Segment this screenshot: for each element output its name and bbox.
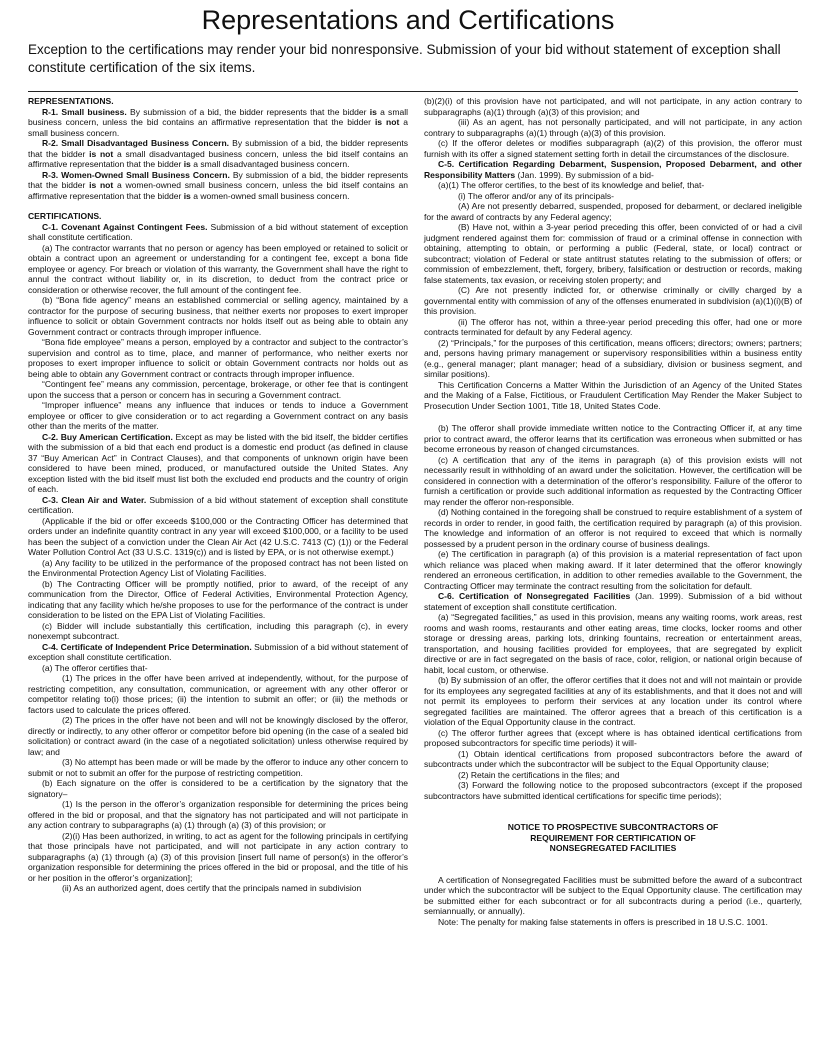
c5-b: (b) The offeror shall provide immediate written notice to the Contracting Officer if, at any time prior to contract award, the offeror learns that its certification was erroneous when submitted or has become erroneous by reason of changed circumstances. [424,423,802,454]
c6-intro: (Jan. 1999). Submission of a bid without statement of exception shall constitute certification. [424,591,803,612]
spacer [424,854,802,875]
r1-text: By submission of a bid, the bidder represents that the bidder [126,106,370,117]
c5-c: (c) A certification that any of the items in paragraph (a) of this provision exists will not necessarily result in withholding of an award under the solicitation. However, the certification will be considered in connection with a determination of the offeror’s responsibility. Failure of the offeror to furnish a certification or provide such additional information as requested by the Contracting Officer may render the offeror non-responsible. [424,454,802,507]
c2-text: Except as may be listed with the bid itself, the bidder certifies with the submission of a bid that each end product is a domestic end product (as defined in clause 37 “Buy American Act” in Contract Clauses), and that components of unknown origin have been considered to have been mined, produced, or manufactured outside the United States. Any exception listed with the bid itself must list both the excluded end products and the country of origin of each. [28,431,408,494]
r2-text-3: a small disadvantaged business concern. [190,159,350,169]
c5-B: (B) Have not, within a 3-year period preceding this offer, been convicted of or had a civil judgment rendered against them for: commission of fraud or a criminal offense in connection with obtaining, attempting to obtain, or performing a public (Federal, state, or local) contract or subcontract; violation of Federal or state antitrust statutes relating to the submission of offers; or commission of embezzlement, theft, forgery, bribery, falsification or destruction or records, making false statements, tax evasion, or receiving stolen property; and [424,222,802,285]
c4-continuation: (b)(2)(i) of this provision have not participated, and will not participate, in any action contrary to subparagraphs (a)(1) through (a)(3) of this provision; and [424,96,802,117]
c1-label: C-1. Covenant Against Contingent Fees. [42,221,208,232]
c3-applicable: (Applicable if the bid or offer exceeds $100,000 or the Contracting Officer has determined that orders under an indefinite quantity contract in any year will exceed $100,000, or a facility to be used has been the subject of a conviction under the Clean Air Act (42 U.S.C. 7413 (C) (1)) or the Federal Water Pollution Control Act (33 U.S.C. 1319(c)) and is listed by EPA, or is not otherwise exempt.) [28,515,408,557]
c3-intro: Submission of a bid without statement of exception shall constitute certification. [28,494,408,515]
c1-bona-fide-employee: “Bona fide employee” means a person, employed by a contractor and subject to the contractor’s supervision and control as to time, place, and manner of performance, who neither exerts nor proposes to exert improper influence to solicit or obtain Government contracts nor holds out as being able to obtain any Government contract or contracts through improper influence. [28,337,408,379]
certifications-heading: CERTIFICATIONS. [28,211,102,221]
r3-text-2: a women-owned small business concern, unless the bid itself contains an affirmative representation that the bidder [28,180,408,201]
header-divider [28,91,798,92]
r2-text-2: a small disadvantaged business concern, unless the bid itself contains an affirmative representation that the bidder [28,148,408,169]
c3-label: C-3. Clean Air and Water. [42,494,147,505]
c4-b1: (1) Is the person in the offeror’s organization responsible for determining the prices being offered in the bid or proposal, and that the signatory has not participated and will not participate in any action contrary to subparagraphs (a) (1) through (a) (3) of this provision; or [28,799,408,830]
c4-paragraph [28,642,408,663]
c1-b: (b) “Bona fide agency” means an established commercial or selling agency, maintained by a contractor for the purpose of securing business, that neither exerts nor proposes to exert improper influence to solicit or obtain Government contracts nor holds itself out as being able to obtain any Government contract or contracts through improper influence. [28,295,408,337]
c5-e: (e) The certification in paragraph (a) of this provision is a material representation of fact upon which reliance was placed when making award. If it later determined that the offeror knowingly rendered an erroneous certification, in addition to other remedies available to the Government, the Contracting Officer may terminate the contract resulting from the solicitation for default. [424,549,802,591]
c1-contingent-fee: “Contingent fee” means any commission, percentage, brokerage, or other fee that is contingent upon the success that a person or concern has in securing a Government contract. [28,379,408,400]
c5-date: (Jan. 1999). By submission of a bid- [515,169,654,180]
c6-label: C-6. Certification of Nonsegregated Facilities [438,591,631,601]
r3-paragraph [28,170,408,202]
c6-b: (b) By submission of an offer, the offeror certifies that it does not and will not maintain or provide for its employees any segregated facilities at any of its establishments, and that it does not and will not permit its employees to perform their services at any location under its control where segregated facilities are maintained. The offeror agrees that a breach of this certification is a violation of the Equal Opportunity clause in the contract. [424,675,802,727]
spacer [424,411,802,423]
c3-b: (b) The Contracting Officer will be promptly notified, prior to award, of the receipt of any communication from the Director, Office of Federal Activities, Environmental Protection Agency, indicating that any facility which he/she proposes to use for the performance of the contract is under consideration to be listed on the EPA List of Violating Facilities. [28,578,408,620]
c5-warning: This Certification Concerns a Matter Within the Jurisdiction of an Agency of the United States and the Making of a False, Fictitious, or Fraudulent Certification May Render the Maker Subject to Prosecution Under Section 1001, Title 18, United States Code. [424,379,802,411]
c4-a3: (3) No attempt has been made or will be made by the offeror to induce any other concern to submit or not to submit an offer for the purpose of restricting competition. [28,757,408,778]
c6-c3: (3) Forward the following notice to the proposed subcontractors (except if the proposed subcontractors have submitted identical certifications for specific time periods); [424,780,802,801]
left-column [28,96,408,894]
c4-b2iii: (iii) As an agent, has not personally participated, and will not participate, in any action contrary to subparagraphs (a)(1) through (a)(3) of this provision. [424,117,802,138]
r1-isnot: is not [374,117,400,127]
c6-c1: (1) Obtain identical certifications from proposed subcontractors before the award of subcontracts under which the subcontractor will be subject to the Equal Opportunity clause; [424,748,802,769]
r2-paragraph [28,138,408,170]
r2-is: is [183,159,191,169]
c5-d: (d) Nothing contained in the foregoing shall be construed to require establishment of a system of records in order to render, in good faith, the certification required by paragraph (a) of this provision. The knowledge and information of an offeror is not required to exceed that which is normally possessed by a prudent person in the ordinary course of business dealings. [424,507,802,549]
r1-label: R-1. Small business. [42,106,127,117]
c1-improper-influence: “Improper influence” means any influence that induces or tends to induce a Government employee or officer to give consideration or to act regarding a Government contract on any basis other than the merits of the matter. [28,400,408,431]
c4-a2: (2) The prices in the offer have not been and will not be knowingly disclosed by the offeror, directly or indirectly, to any other offeror or competitor before bid opening (in the case of a sealed bid solicitation) or contract award (in the case of a negotiated solicitation) unless otherwise required by law; and [28,715,408,757]
c5-label: C-5. Certification Regarding Debarment, Suspension, Proposed Debarment, and other Responsibility Matters [424,159,802,180]
right-column [424,96,802,927]
c5-ii: (ii) The offeror has not, within a three-year period preceding this offer, had one or more contracts terminated for default by any Federal agency. [424,316,802,337]
r3-label: R-3. Women-Owned Small Business Concern. [42,169,230,180]
c5-C: (C) Are not presently indicted for, or otherwise criminally or civilly charged by a governmental entity with commission of any of the offenses enumerated in subdivision (a)(1)(i)(B) of this provision. [424,285,802,316]
page-title: Representations and Certifications [201,5,615,35]
r1-text-3: a small business concern. [28,117,408,138]
r1-is: is [369,106,377,117]
c5-a1: (a)(1) The offeror certifies, to the best of its knowledge and belief, that- [438,180,705,190]
r1-paragraph [28,107,408,139]
c5-paragraph [424,159,802,180]
c3-paragraph [28,495,408,516]
c5-a2: (2) “Principals,” for the purposes of this certification, means officers; directors; owners; partners; and, persons having primary management or supervisory responsibilities within a business entity (e.g., general manager; plant manager; head of a subsidiary, division or business segment, and similar positions). [424,337,802,379]
page-subtitle: Exception to the certifications may render your bid nonresponsive. Submission of your bid without statement of exception shall constitute certification of the six items. [28,42,781,75]
r2-text: By submission of a bid, the bidder represents that the bidder [28,138,408,159]
r2-isnot: is not [89,148,114,159]
c4-a: (a) The offeror certifies that- [42,662,148,673]
c5-A: (A) Are not presently debarred, suspended, proposed for debarment, or declared ineligible for the award of contracts by any Federal agency; [424,201,802,222]
c4-label: C-4. Certificate of Independent Price Determination. [42,641,252,652]
c4-b2: (2)(i) Has been authorized, in writing, to act as agent for the following principals in certifying that those principals have not participated, and will not participate in any action contrary to subparagraphs (a) (1) through (a) (3) of this provision [insert full name of person(s) in the offeror’s organization responsible for determining the prices offered in the bid or proposal, and the title of his or her position in the offeror’s organization]; [28,830,408,883]
representations-heading: REPRESENTATIONS. [28,96,114,106]
c1-a: (a) The contractor warrants that no person or agency has been employed or retained to solicit or obtain a contract upon an agreement or understanding for a contingent fee, except a bona fide employee or agency. For breach or violation of this warranty, the Government shall have the right to annul the contract without liability or, in its discretion, to deduct from the contract price or consideration or otherwise recover, the full amount of the contingent fee. [28,242,408,295]
c2-label: C-2. Buy American Certification. [42,431,173,442]
spacer [28,201,408,211]
c3-a: (a) Any facility to be utilized in the performance of the proposed contract has not been listed on the Environmental Protection Agency List of Violating Facilities. [28,557,408,578]
c6-a: (a) “Segregated facilities,” as used in this provision, means any waiting rooms, work areas, rest rooms and wash rooms, restaurants and other eating areas, time clocks, locker rooms and other storage or dressing areas, parking lots, drinking fountains, recreation or entertainment areas, transportation, and housing facilities provided for employees, that are segregated by explicit directive or are in fact segregated on the basis of race, color, religion, or national origin because of habit, local custom, or otherwise. [424,612,802,675]
notice-body: A certification of Nonsegregated Facilities must be submitted before the award of a subcontract under which the subcontractor will be subject to the Equal Opportunity clause. The certification may be submitted either for each subcontract or for all subcontracts during a period (i.e., quarterly, semiannually, or annually). [424,874,802,916]
c3-c: (c) Bidder will include substantially this certification, including this paragraph (c), in every nonexempt subcontract. [28,620,408,641]
notice-heading-line-1: NOTICE TO PROSPECTIVE SUBCONTRACTORS OF [507,822,719,832]
penalty-note: Note: The penalty for making false statements in offers is prescribed in 18 U.S.C. 1001. [438,916,768,927]
spacer [424,801,802,822]
c5-i: (i) The offeror and/or any of its principals- [458,190,614,201]
r3-is: is [183,190,191,201]
c2-paragraph [28,432,408,495]
c4-b: (b) Each signature on the offer is considered to be a certification by the signatory that the signatory– [28,778,408,799]
c1-paragraph [28,222,408,243]
r1-text-2: a small business concern, unless the bid contains an affirmative representation that the bidder [28,106,408,127]
c6-c2: (2) Retain the certifications in the files; and [458,769,620,780]
c4-b2ii: (ii) As an authorized agent, does certify that the principals named in subdivision [62,883,362,893]
notice-heading-line-2: REQUIREMENT FOR CERTIFICATION OF [530,832,696,843]
notice-heading-line-3: NONSEGREGATED FACILITIES [549,843,677,853]
r2-label: R-2. Small Disadvantaged Business Concern. [42,138,230,148]
c6-c: (c) The offeror further agrees that (except where is has obtained identical certifications from proposed subcontractors for specific time periods) it will- [424,727,802,748]
r3-text: By submission of a bid, the bidder represents that the bidder [28,169,408,190]
r3-text-3: a women-owned small business concern. [190,190,350,201]
r3-isnot: is not [89,180,114,190]
c4-c: (c) If the offeror deletes or modifies subparagraph (a)(2) of this provision, the offeror must furnish with its offer a signed statement setting forth in detail the circumstances of the disclosure. [424,138,802,159]
c1-intro: Submission of a bid without statement of exception shall constitute certification. [28,221,409,242]
c4-a1: (1) The prices in the offer have been arrived at independently, without, for the purpose of restricting competition, any consultation, communication, or agreement with any other offeror or competitor relating to(i) those prices; (ii) the intention to submit an offer; or (iii) the methods or factors used to calculate the prices offered. [28,673,408,715]
c6-paragraph [424,591,802,612]
c4-intro: Submission of a bid without statement of exception shall constitute certification. [28,641,409,662]
